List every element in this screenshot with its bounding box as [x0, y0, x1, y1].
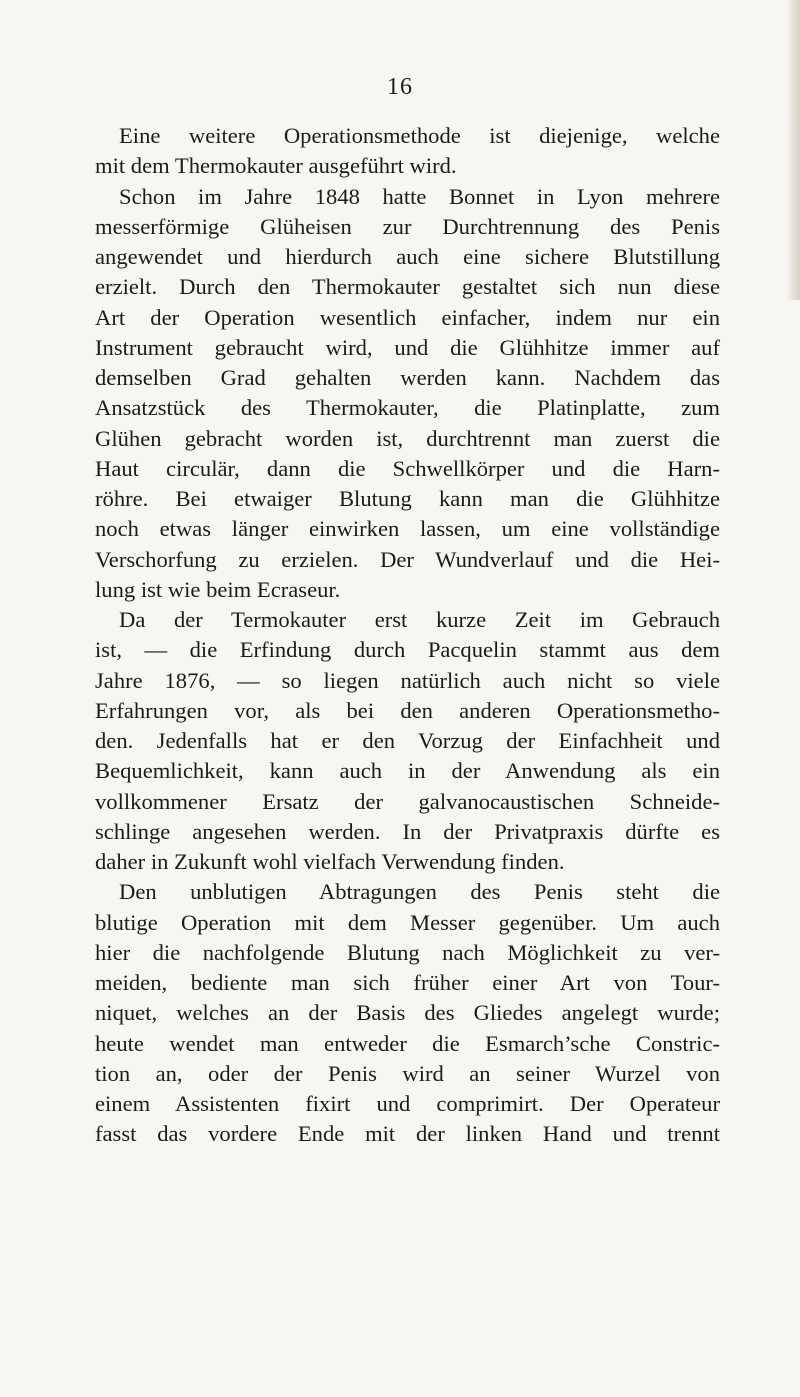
text-line: Instrument gebraucht wird, und die Glühhitze immer auf: [95, 334, 720, 360]
text-line: erzielt. Durch den Thermokauter gestaltet sich nun diese: [95, 274, 720, 300]
text-line: noch etwas länger einwirken lassen, um eine vollständige: [95, 516, 720, 542]
text-line: tion an, oder der Penis wird an seiner Wurzel von: [95, 1060, 720, 1086]
text-line: lung ist wie beim Ecraseur.: [95, 576, 341, 602]
page-number: 16: [387, 74, 413, 100]
text-line: röhre. Bei etwaiger Blutung kann man die Glühhitze: [95, 486, 720, 511]
text-line: blutige Operation mit dem Messer gegenüber. Um auch: [95, 909, 720, 935]
text-line: hier die nachfolgende Blutung nach Möglichkeit zu ver-: [95, 939, 720, 965]
text-line: fasst das vordere Ende mit der linken Hand und trennt: [95, 1121, 720, 1147]
text-line: Eine weitere Operationsmethode ist diejenige, welche: [119, 123, 720, 148]
text-line: heute wendet man entweder die Esmarch’sche Constric-: [95, 1030, 720, 1056]
text-line: Art der Operation wesentlich einfacher, indem nur ein: [95, 304, 720, 330]
text-line: Ansatzstück des Thermokauter, die Platinplatte, zum: [95, 395, 720, 421]
text-line: Jahre 1876, — so liegen natürlich auch nicht so viele: [95, 667, 720, 693]
text-line: angewendet und hierdurch auch eine sichere Blutstillung: [95, 244, 720, 269]
text-line: Da der Termokauter erst kurze Zeit im Gebrauch: [119, 607, 720, 632]
text-line: Den unblutigen Abtragungen des Penis steht die: [119, 879, 720, 905]
text-line: schlinge angesehen werden. In der Privatpraxis dürfte es: [95, 818, 720, 844]
text-line: Glühen gebracht worden ist, durchtrennt man zuerst die: [95, 425, 720, 451]
text-line: demselben Grad gehalten werden kann. Nachdem das: [95, 365, 720, 390]
text-line: Schon im Jahre 1848 hatte Bonnet in Lyon mehrere: [119, 183, 720, 209]
text-line: den. Jedenfalls hat er den Vorzug der Einfachheit und: [95, 728, 720, 753]
text-line: daher in Zukunft wohl vielfach Verwendung finden.: [95, 849, 565, 874]
text-line: Verschorfung zu erzielen. Der Wundverlauf und die Hei-: [95, 546, 720, 572]
text-line: niquet, welches an der Basis des Gliedes angelegt wurde;: [95, 1000, 720, 1026]
text-line: Erfahrungen vor, als bei den anderen Operationsmetho-: [95, 697, 720, 723]
text-line: Bequemlichkeit, kann auch in der Anwendung als ein: [95, 758, 720, 784]
text-line: ist, — die Erfindung durch Pacquelin stammt aus dem: [95, 637, 720, 663]
body-text: [95, 121, 720, 1150]
page-edge-shadow: [786, 0, 800, 300]
text-line: messerförmige Glüheisen zur Durchtrennung des Penis: [95, 213, 720, 239]
text-line: einem Assistenten fixirt und comprimirt. Der Operateur: [95, 1091, 720, 1116]
text-line: Haut circulär, dann die Schwellkörper und die Harn-: [95, 455, 720, 481]
text-line: vollkommener Ersatz der galvanocaustischen Schneide-: [95, 788, 720, 814]
text-line: mit dem Thermokauter ausgeführt wird.: [95, 153, 457, 179]
text-line: meiden, bediente man sich früher einer Art von Tour-: [95, 970, 720, 995]
